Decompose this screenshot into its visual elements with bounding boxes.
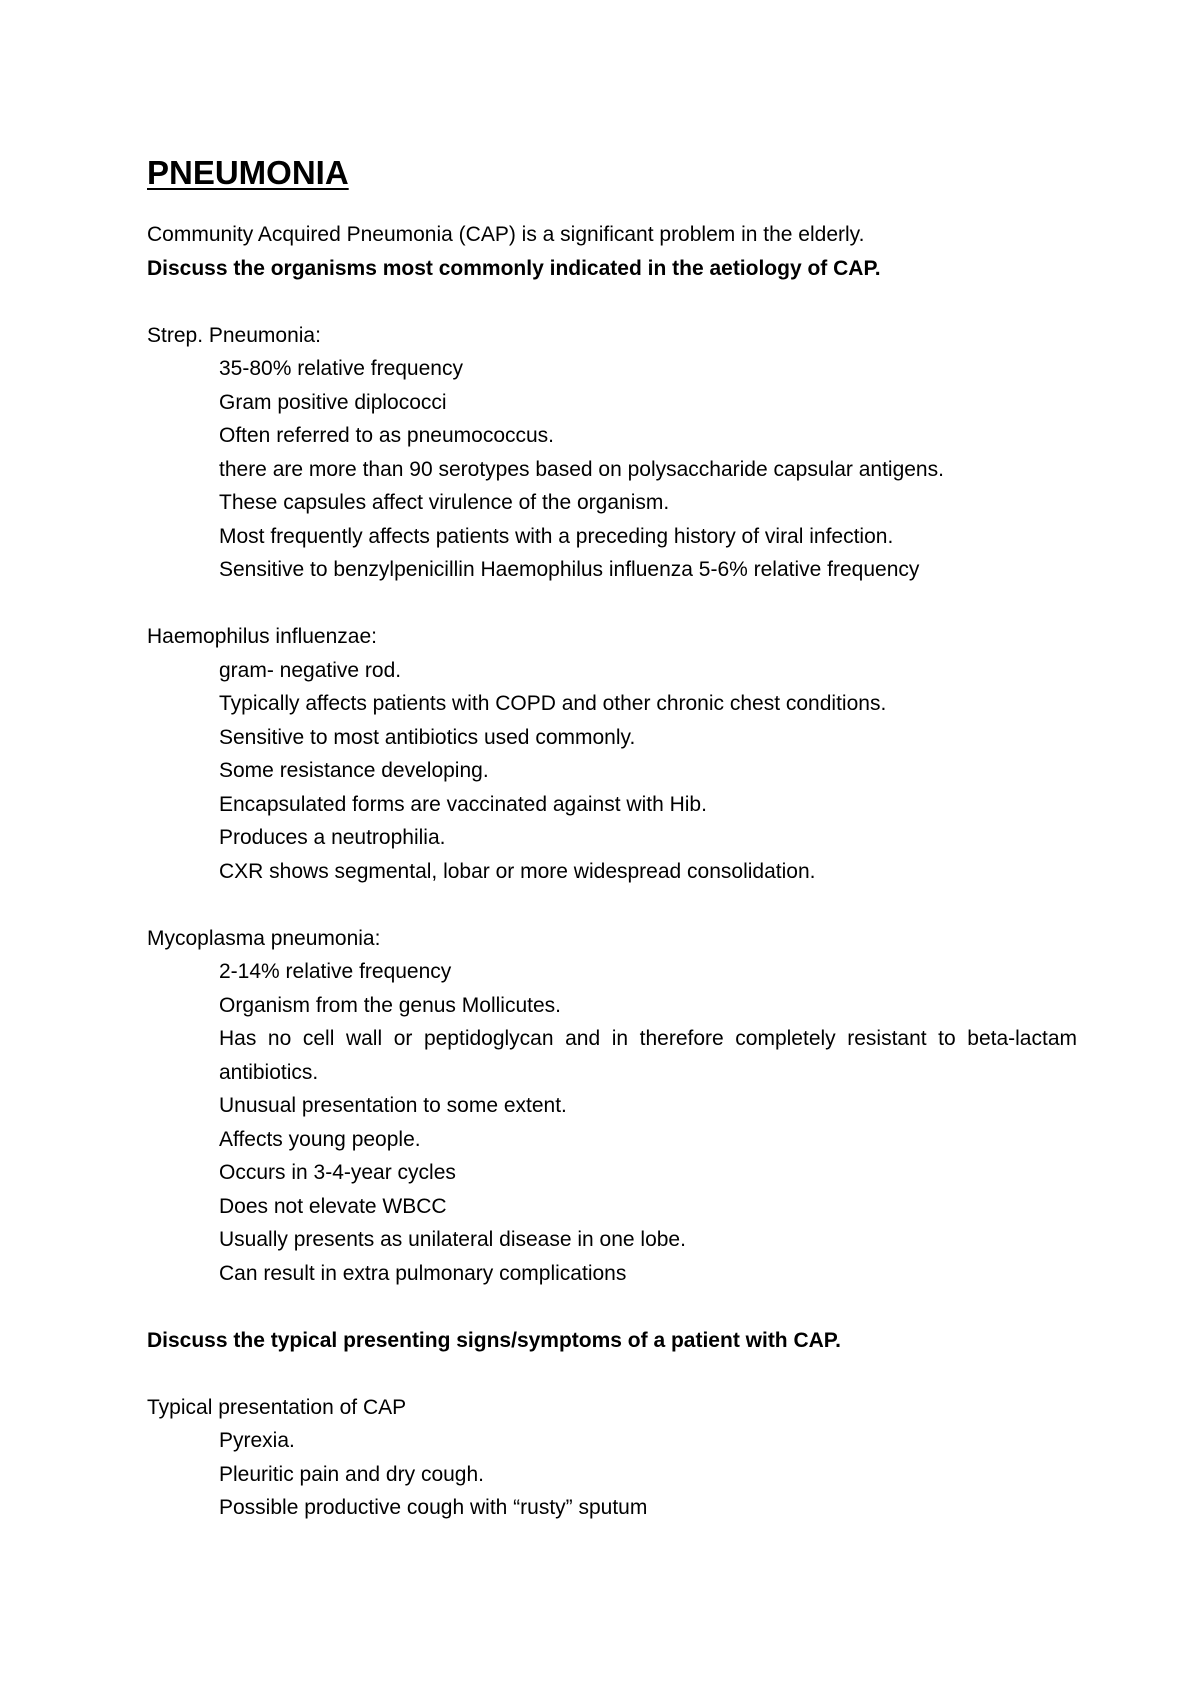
section-typical-presentation: [147, 1391, 1077, 1525]
question-organisms: Discuss the organisms most commonly indicated in the aetiology of CAP.: [147, 256, 881, 280]
section-heading: Strep. Pneumonia:: [147, 323, 321, 347]
list-item: Sensitive to benzylpenicillin Haemophilus influenza 5-6% relative frequency: [219, 558, 920, 581]
list-item: Encapsulated forms are vaccinated against with Hib.: [219, 792, 707, 816]
list-item: Affects young people.: [219, 1127, 421, 1151]
list-item: Often referred to as pneumococcus.: [219, 424, 555, 447]
list-item: Unusual presentation to some extent.: [219, 1094, 567, 1117]
document-title: PNEUMONIA: [147, 154, 349, 191]
list-item: 2-14% relative frequency: [219, 960, 452, 983]
section-heading: Haemophilus influenzae:: [147, 625, 377, 648]
list-item: Possible productive cough with “rusty” sputum: [219, 1496, 648, 1519]
list-item: Occurs in 3-4-year cycles: [219, 1161, 456, 1184]
section-strep-pneumonia: [147, 319, 1077, 587]
list-item: Most frequently affects patients with a preceding history of viral infection.: [219, 524, 894, 548]
list-item: Pyrexia.: [219, 1429, 295, 1452]
spacer: [147, 587, 1077, 621]
spacer: [147, 285, 1077, 319]
list-item: 35-80% relative frequency: [219, 357, 463, 380]
list-item: Some resistance developing.: [219, 759, 489, 782]
list-item: gram- negative rod.: [219, 658, 402, 682]
spacer: [147, 1290, 1077, 1324]
section-haemophilus-influenzae: [147, 620, 1077, 888]
list-item: Pleuritic pain and dry cough.: [219, 1462, 484, 1486]
list-item: These capsules affect virulence of the organism.: [219, 491, 670, 514]
list-item: Organism from the genus Mollicutes.: [219, 993, 561, 1017]
list-item: there are more than 90 serotypes based on polysaccharide capsular antigens.: [219, 457, 944, 481]
list-item: CXR shows segmental, lobar or more widespread consolidation.: [219, 859, 816, 883]
list-item: Sensitive to most antibiotics used commonly.: [219, 725, 636, 749]
list-item: Does not elevate WBCC: [219, 1194, 447, 1218]
list-item: Usually presents as unilateral disease in one lobe.: [219, 1228, 686, 1251]
section-mycoplasma-pneumonia: [147, 922, 1077, 1291]
intro-text: Community Acquired Pneumonia (CAP) is a significant problem in the elderly.: [147, 223, 865, 246]
spacer: [147, 1357, 1077, 1391]
list-item: Can result in extra pulmonary complications: [219, 1261, 627, 1285]
list-item: Gram positive diplococci: [219, 390, 447, 414]
spacer: [147, 888, 1077, 922]
list-item: Typically affects patients with COPD and other chronic chest conditions.: [219, 692, 887, 715]
list-item: Has no cell wall or peptidoglycan and in therefore completely resistant to beta-lactam antibiotics.: [219, 1027, 1077, 1084]
list-item: Produces a neutrophilia.: [219, 826, 446, 849]
question-symptoms: Discuss the typical presenting signs/symptoms of a patient with CAP.: [147, 1328, 841, 1352]
section-heading: Typical presentation of CAP: [147, 1395, 407, 1419]
document-page: [147, 150, 1077, 1525]
section-heading: Mycoplasma pneumonia:: [147, 926, 381, 950]
